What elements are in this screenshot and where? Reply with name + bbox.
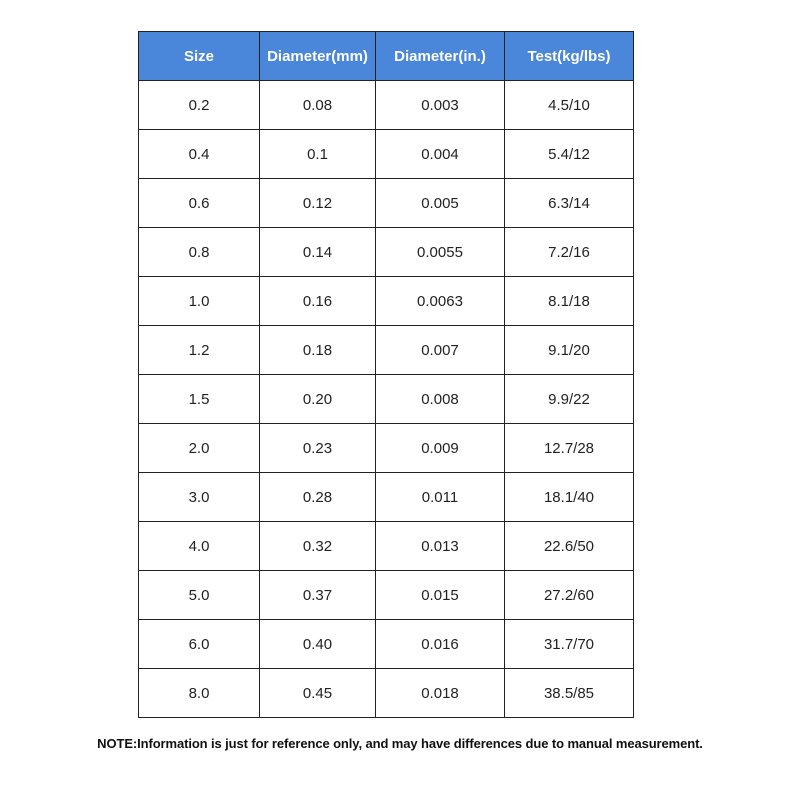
table-row	[139, 424, 634, 473]
cell-diameter-mm: 0.1	[260, 130, 376, 179]
cell-diameter-mm: 0.32	[260, 522, 376, 571]
cell-test-kg-lbs: 5.4/12	[505, 130, 634, 179]
cell-diameter-mm: 0.14	[260, 228, 376, 277]
table-row	[139, 473, 634, 522]
cell-diameter-mm: 0.18	[260, 326, 376, 375]
cell-diameter-in: 0.0063	[376, 277, 505, 326]
cell-diameter-mm: 0.40	[260, 620, 376, 669]
header-row	[139, 32, 634, 81]
table-row	[139, 277, 634, 326]
table-row	[139, 179, 634, 228]
cell-test-kg-lbs: 4.5/10	[505, 81, 634, 130]
cell-diameter-in: 0.013	[376, 522, 505, 571]
cell-size: 3.0	[139, 473, 260, 522]
cell-diameter-in: 0.016	[376, 620, 505, 669]
spec-table	[138, 31, 634, 718]
cell-test-kg-lbs: 8.1/18	[505, 277, 634, 326]
reference-note: NOTE:Information is just for reference only, and may have differences due to manual measurement.	[97, 736, 703, 751]
cell-test-kg-lbs: 27.2/60	[505, 571, 634, 620]
cell-size: 2.0	[139, 424, 260, 473]
header-diameter-mm: Diameter(mm)	[260, 32, 376, 81]
cell-size: 0.8	[139, 228, 260, 277]
cell-test-kg-lbs: 18.1/40	[505, 473, 634, 522]
cell-diameter-in: 0.018	[376, 669, 505, 718]
cell-size: 0.2	[139, 81, 260, 130]
cell-test-kg-lbs: 12.7/28	[505, 424, 634, 473]
table-row	[139, 130, 634, 179]
cell-size: 1.0	[139, 277, 260, 326]
table-row	[139, 620, 634, 669]
cell-test-kg-lbs: 22.6/50	[505, 522, 634, 571]
cell-test-kg-lbs: 38.5/85	[505, 669, 634, 718]
cell-size: 4.0	[139, 522, 260, 571]
table-row	[139, 522, 634, 571]
cell-diameter-in: 0.008	[376, 375, 505, 424]
table-header	[139, 32, 634, 81]
cell-test-kg-lbs: 9.1/20	[505, 326, 634, 375]
cell-diameter-mm: 0.12	[260, 179, 376, 228]
cell-size: 5.0	[139, 571, 260, 620]
cell-size: 1.5	[139, 375, 260, 424]
cell-diameter-in: 0.004	[376, 130, 505, 179]
table-row	[139, 228, 634, 277]
header-size: Size	[139, 32, 260, 81]
cell-diameter-mm: 0.45	[260, 669, 376, 718]
table-row	[139, 375, 634, 424]
cell-test-kg-lbs: 6.3/14	[505, 179, 634, 228]
cell-size: 1.2	[139, 326, 260, 375]
cell-diameter-mm: 0.28	[260, 473, 376, 522]
cell-test-kg-lbs: 7.2/16	[505, 228, 634, 277]
header-diameter-in: Diameter(in.)	[376, 32, 505, 81]
cell-diameter-in: 0.007	[376, 326, 505, 375]
cell-diameter-in: 0.0055	[376, 228, 505, 277]
table-row	[139, 669, 634, 718]
cell-test-kg-lbs: 31.7/70	[505, 620, 634, 669]
table-row	[139, 571, 634, 620]
cell-size: 8.0	[139, 669, 260, 718]
cell-diameter-mm: 0.20	[260, 375, 376, 424]
cell-diameter-in: 0.015	[376, 571, 505, 620]
cell-diameter-mm: 0.23	[260, 424, 376, 473]
cell-size: 6.0	[139, 620, 260, 669]
table-row	[139, 81, 634, 130]
cell-test-kg-lbs: 9.9/22	[505, 375, 634, 424]
cell-diameter-in: 0.011	[376, 473, 505, 522]
cell-diameter-mm: 0.37	[260, 571, 376, 620]
cell-diameter-mm: 0.08	[260, 81, 376, 130]
cell-size: 0.6	[139, 179, 260, 228]
table-row	[139, 326, 634, 375]
cell-diameter-in: 0.009	[376, 424, 505, 473]
table-body	[139, 81, 634, 718]
cell-diameter-in: 0.005	[376, 179, 505, 228]
cell-size: 0.4	[139, 130, 260, 179]
header-test-kg-lbs: Test(kg/lbs)	[505, 32, 634, 81]
cell-diameter-mm: 0.16	[260, 277, 376, 326]
cell-diameter-in: 0.003	[376, 81, 505, 130]
